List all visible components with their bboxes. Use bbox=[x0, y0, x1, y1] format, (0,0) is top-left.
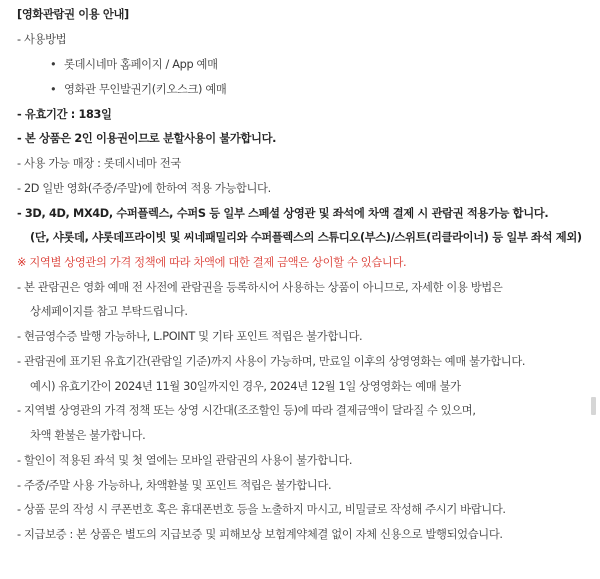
special-exceptions-line: (단, 샤롯데, 샤롯데프라이빗 및 씨네패밀리와 수퍼플렉스의 스튜디오(부스)/스위트(리클라이너) 등 일부 좌석 제외) bbox=[30, 231, 582, 244]
expiry-line: - 관람권에 표기된 유효기간(관람일 기준)까지 사용이 가능하며, 만료일 이후의 상영영화는 예매 불가합니다. bbox=[17, 355, 526, 368]
guarantee-line: - 지급보증 : 본 상품은 별도의 지급보증 및 피해보상 보험계약체결 없이 자체 신용으로 발행되었습니다. bbox=[17, 528, 503, 541]
registration-line: - 본 관람권은 영화 예매 전 사전에 관람권을 등록하시어 사용하는 상품이 아니므로, 자세한 이용 방법은 bbox=[17, 281, 503, 294]
bullet-icon: • bbox=[50, 58, 57, 71]
usage-method-text: 영화관 무인발권기(키오스크) 예매 bbox=[64, 83, 227, 96]
discount-seats-line: - 할인이 적용된 좌석 및 첫 열에는 모바일 관람권의 사용이 불가합니다. bbox=[17, 454, 353, 467]
notice-title: [영화관람권 이용 안내] bbox=[17, 8, 129, 21]
inquiry-line: - 상품 문의 작성 시 쿠폰번호 혹은 휴대폰번호 등을 노출하지 마시고, 비밀글로 작성해 주시기 바랍니다. bbox=[17, 503, 506, 516]
weekday-weekend-line: - 주중/주말 사용 가능하나, 차액환불 및 포인트 적립은 불가합니다. bbox=[17, 479, 332, 492]
registration-continuation: 상세페이지를 참고 부탁드립니다. bbox=[30, 305, 188, 318]
applicable-line: - 2D 일반 영화(주중/주말)에 한하여 적용 가능합니다. bbox=[17, 182, 271, 195]
usage-label: - 사용방법 bbox=[17, 33, 67, 46]
usage-method-text: 롯데시네마 홈페이지 / App 예매 bbox=[64, 58, 218, 71]
stores-line: - 사용 가능 매장 : 롯데시네마 전국 bbox=[17, 157, 181, 170]
scrollbar-thumb[interactable] bbox=[591, 397, 596, 415]
receipt-line: - 현금영수증 발행 가능하나, L.POINT 및 기타 포인트 적립은 불가합니다. bbox=[17, 330, 363, 343]
special-formats-line: - 3D, 4D, MX4D, 수퍼플렉스, 수퍼S 등 일부 스페셜 상영관 및 좌석에 차액 결제 시 관람권 적용가능 합니다. bbox=[17, 207, 549, 220]
usage-method-item bbox=[50, 57, 218, 73]
bullet-icon: • bbox=[50, 83, 57, 96]
regional-policy-continuation: 차액 환불은 불가합니다. bbox=[30, 429, 146, 442]
validity-line: - 유효기간 : 183일 bbox=[17, 108, 112, 121]
regional-policy-line: - 지역별 상영관의 가격 정책 또는 상영 시간대(조조할인 등)에 따라 결제금액이 달라질 수 있으며, bbox=[17, 404, 476, 417]
regional-price-notice: ※ 지역별 상영관의 가격 정책에 따라 차액에 대한 결제 금액은 상이할 수 있습니다. bbox=[17, 256, 407, 269]
no-split-notice: - 본 상품은 2인 이용권이므로 분할사용이 불가합니다. bbox=[17, 132, 277, 145]
usage-method-item bbox=[50, 82, 226, 98]
expiry-example: 예시) 유효기간이 2024년 11월 30일까지인 경우, 2024년 12월 1일 상영영화는 예매 불가 bbox=[30, 380, 461, 393]
